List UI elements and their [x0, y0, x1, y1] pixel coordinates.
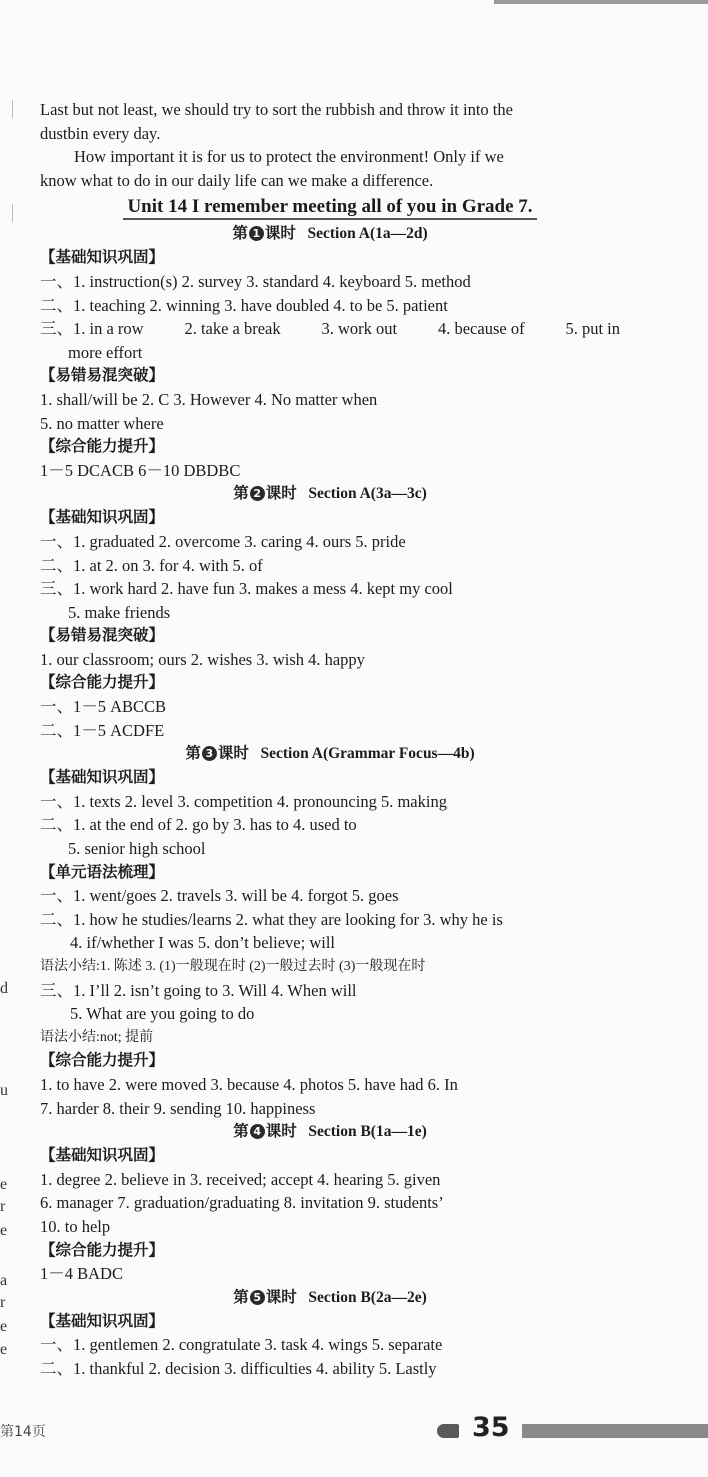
- section-heading: 【综合能力提升】: [40, 1240, 165, 1259]
- lesson-title-2: 第 2 课时 Section A(3a—3c): [233, 485, 427, 503]
- edge-fragment: e: [0, 1222, 8, 1239]
- section-heading: 【易错易混突破】: [40, 626, 165, 645]
- edge-fragment: a: [0, 1272, 8, 1289]
- answer-line: 三、1. I’ll 2. isn’t going to 3. Will 4. When will: [40, 980, 357, 1000]
- answer-line: 1－5 DCACB 6－10 DBDBC: [40, 460, 241, 480]
- answer-line: 二、1. at the end of 2. go by 3. has to 4. used to: [40, 815, 357, 835]
- answer-line: 二、1. teaching 2. winning 3. have doubled 4. to be 5. patient: [40, 295, 448, 315]
- edge-fragment: e: [0, 1318, 8, 1335]
- lesson-title-4: 第 4 课时 Section B(1a—1e): [233, 1123, 427, 1141]
- lesson-number-badge: 2: [250, 486, 265, 501]
- lesson-title-1: 第 1 课时 Section A(1a—2d): [232, 225, 428, 243]
- section-heading: 【易错易混突破】: [40, 366, 165, 385]
- answer-line: 1. shall/will be 2. C 3. However 4. No matter when: [40, 389, 378, 409]
- lesson-number-badge: 5: [250, 1290, 265, 1305]
- answer-line: 一、1. gentlemen 2. congratulate 3. task 4. wings 5. separate: [40, 1335, 443, 1355]
- footer-tab-decoration: [437, 1424, 459, 1438]
- answer-line: 4. if/whether I was 5. don’t believe; will: [70, 933, 336, 953]
- intro-line: know what to do in our daily life can we make a difference.: [40, 170, 434, 190]
- intro-line: dustbin every day.: [40, 123, 161, 143]
- grammar-summary: 语法小结:1. 陈述 3. (1)一般现在时 (2)一般过去时 (3)一般现在时: [40, 959, 426, 974]
- lesson-number-badge: 1: [249, 226, 264, 241]
- section-heading: 【综合能力提升】: [40, 673, 165, 692]
- answer-line: 三、1. work hard 2. have fun 3. makes a mess 4. kept my cool: [40, 579, 453, 599]
- answer-line: 1－4 BADC: [40, 1264, 123, 1284]
- top-rule: [494, 0, 708, 4]
- answer-line: 一、1. texts 2. level 3. competition 4. pronouncing 5. making: [40, 791, 447, 811]
- answer-line: 1. degree 2. believe in 3. received; accept 4. hearing 5. given: [40, 1169, 441, 1189]
- section-heading: 【单元语法梳理】: [40, 862, 165, 881]
- answer-line: 二、1－5 ACDFE: [40, 720, 165, 740]
- answer-line: 5. senior high school: [68, 839, 206, 859]
- section-heading: 【基础知识巩固】: [40, 508, 165, 527]
- answer-line: 三、1. in a row 2. take a break 3. work out 4. because of 5. put in: [40, 319, 620, 339]
- answer-line: 1. to have 2. were moved 3. because 4. photos 5. have had 6. In: [40, 1074, 458, 1094]
- section-heading: 【综合能力提升】: [40, 437, 165, 456]
- intro-line: How important it is for us to protect the environment! Only if we: [74, 147, 504, 167]
- grammar-summary: 语法小结:not; 提前: [40, 1029, 154, 1045]
- answer-line: 7. harder 8. their 9. sending 10. happiness: [40, 1098, 316, 1118]
- answer-line: 6. manager 7. graduation/graduating 8. invitation 9. students’: [40, 1193, 444, 1213]
- answer-line: 二、1. at 2. on 3. for 4. with 5. of: [40, 555, 263, 575]
- lesson-number-badge: 4: [250, 1124, 265, 1139]
- edge-fragment: u: [0, 1082, 8, 1099]
- edge-fragment: e: [0, 1176, 8, 1193]
- section-heading: 【综合能力提升】: [40, 1051, 165, 1070]
- unit-title: Unit 14 I remember meeting all of you in Grade 7.: [40, 192, 620, 222]
- edge-fragment: e: [0, 1341, 8, 1358]
- edge-fragment: r: [0, 1198, 6, 1215]
- answer-line: 5. no matter where: [40, 413, 164, 433]
- margin-dash: [12, 204, 13, 222]
- section-heading: 【基础知识巩固】: [40, 768, 165, 787]
- edge-fragment: r: [0, 1294, 6, 1311]
- answer-line: 10. to help: [40, 1216, 111, 1236]
- page-number: 35: [472, 1412, 510, 1443]
- lesson-number-badge: 3: [202, 746, 217, 761]
- answer-line: 二、1. thankful 2. decision 3. difficulties 4. ability 5. Lastly: [40, 1358, 437, 1378]
- section-heading: 【基础知识巩固】: [40, 1311, 165, 1330]
- answer-line: 二、1. how he studies/learns 2. what they are looking for 3. why he is: [40, 909, 503, 929]
- footer-page-label: 第14页: [0, 1424, 46, 1440]
- lesson-title-3: 第 3 课时 Section A(Grammar Focus—4b): [185, 745, 475, 763]
- answer-line: more effort: [68, 342, 143, 362]
- answer-line: 1. our classroom; ours 2. wishes 3. wish 4. happy: [40, 649, 365, 669]
- answer-line: 5. make friends: [68, 602, 171, 622]
- margin-dash: [12, 100, 13, 118]
- edge-fragment: d: [0, 980, 8, 997]
- answer-line: 一、1－5 ABCCB: [40, 697, 167, 717]
- section-heading: 【基础知识巩固】: [40, 1146, 165, 1165]
- intro-line: Last but not least, we should try to sort the rubbish and throw it into the: [40, 100, 513, 119]
- answer-line: 一、1. instruction(s) 2. survey 3. standard 4. keyboard 5. method: [40, 271, 471, 291]
- answer-line: 一、1. graduated 2. overcome 3. caring 4. ours 5. pride: [40, 531, 406, 551]
- section-heading: 【基础知识巩固】: [40, 248, 165, 267]
- answer-content: [40, 98, 620, 1381]
- answer-line: 5. What are you going to do: [70, 1004, 255, 1024]
- lesson-title-5: 第 5 课时 Section B(2a—2e): [233, 1288, 427, 1306]
- footer-bar-decoration: [522, 1424, 708, 1438]
- answer-line: 一、1. went/goes 2. travels 3. will be 4. forgot 5. goes: [40, 886, 399, 906]
